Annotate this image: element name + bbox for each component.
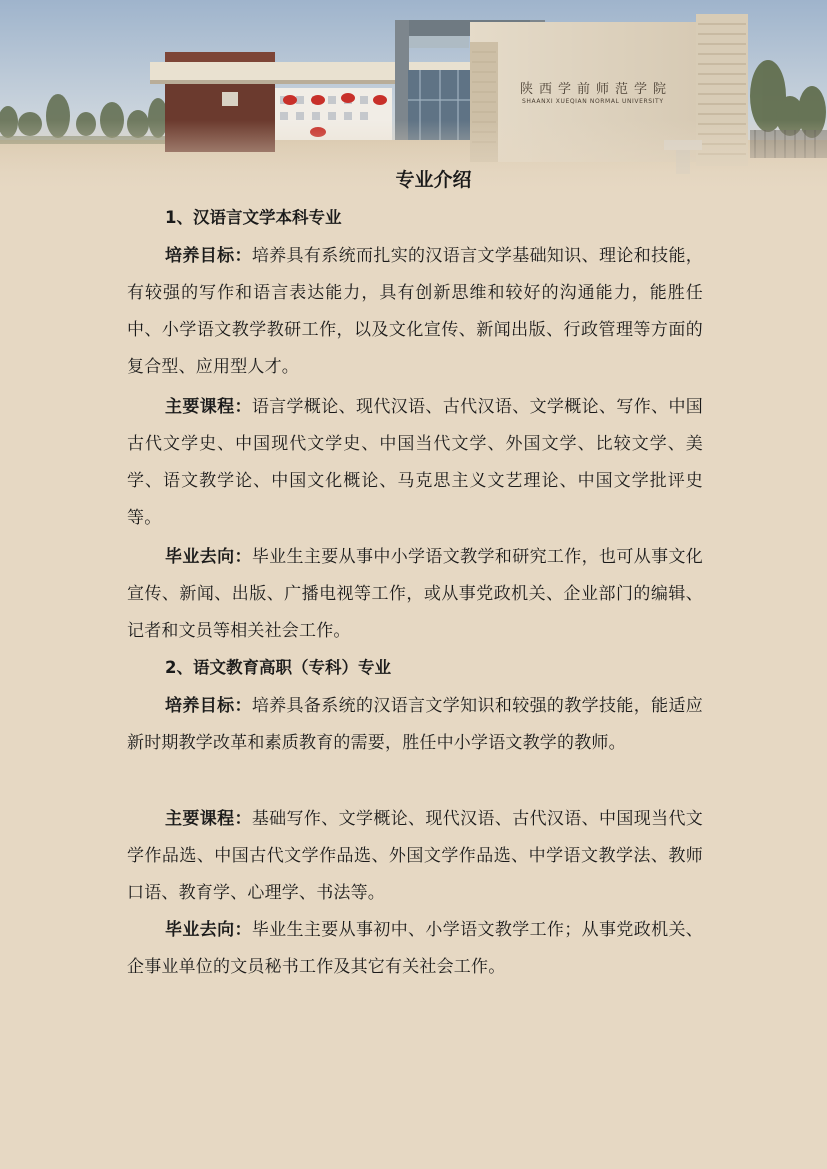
university-sign-chinese: 陕西学前师范学院 — [520, 82, 673, 97]
paragraph-career — [127, 912, 703, 986]
paragraph-text: 语言学概论、现代汉语、古代汉语、文学概论、写作、中国古代文学史、中国现代文学史、中国当代文学、外国文学、比较文学、美学、语文教学论、中国文化概论、马克思主义文艺理论、中国文学批评史等。 — [127, 397, 704, 528]
section-heading: 2、语文教育高职（专科）专业 — [165, 658, 391, 677]
paragraph-text: 基础写作、文学概论、现代汉语、古代汉语、中国现当代文学作品选、中国古代文学作品选、外国文学作品选、中学语文教学法、教师口语、教育学、心理学、书法等。 — [127, 809, 704, 903]
paragraph-text: 培养具有系统而扎实的汉语言文学基础知识、理论和技能，有较强的写作和语言表达能力，具有创新思维和较好的沟通能力，能胜任中、小学语文教学教研工作，以及文化宣传、新闻出版、行政管理等方面的复合型、应用型人才。 — [127, 246, 704, 377]
paragraph-main-courses — [127, 801, 703, 912]
paragraph-training-goal — [127, 688, 703, 762]
university-sign-english: SHAANXI XUEQIAN NORMAL UNIVERSITY — [522, 98, 664, 105]
page-title: 专业介绍 — [395, 169, 472, 191]
paragraph-label: 毕业去向： — [165, 920, 252, 940]
paragraph-label: 主要课程： — [165, 809, 252, 829]
paragraph-text: 培养具备系统的汉语言文学知识和较强的教学技能，能适应新时期教学改革和素质教育的需要，胜任中小学语文教学的教师。 — [127, 696, 704, 753]
paragraph-main-courses — [127, 389, 703, 537]
paragraph-text: 毕业生主要从事中小学语文教学和研究工作，也可从事文化宣传、新闻、出版、广播电视等工作，或从事党政机关、企业部门的编辑、记者和文员等相关社会工作。 — [127, 547, 704, 641]
section-heading: 1、汉语言文学本科专业 — [165, 208, 342, 227]
paragraph-career — [127, 539, 703, 650]
paragraph-label: 毕业去向： — [165, 547, 252, 567]
paragraph-label: 主要课程： — [165, 397, 252, 417]
paragraph-label: 培养目标： — [165, 246, 252, 266]
paragraph-training-goal — [127, 238, 703, 386]
paragraph-text: 毕业生主要从事初中、小学语文教学工作；从事党政机关、企事业单位的文员秘书工作及其它有关社会工作。 — [127, 920, 704, 977]
paragraph-label: 培养目标： — [165, 696, 252, 716]
